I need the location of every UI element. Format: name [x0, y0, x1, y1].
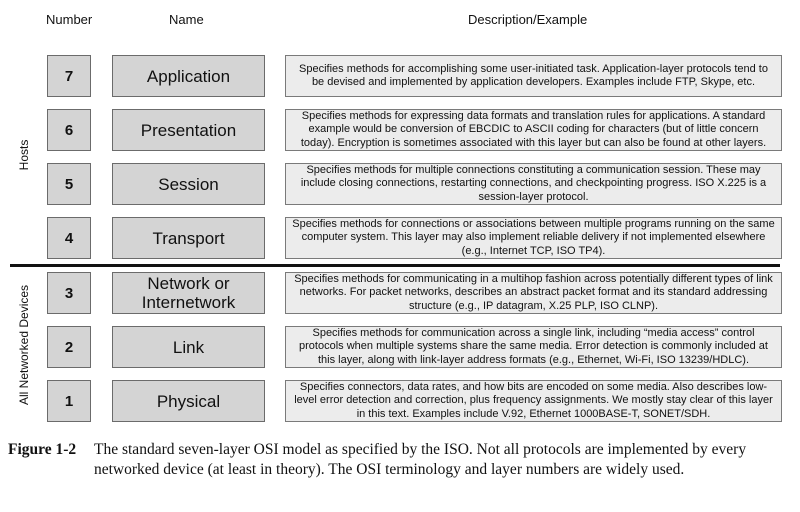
all-networked-devices-group-label: All Networked Devices — [17, 284, 31, 405]
layer-row-3 — [0, 272, 800, 316]
layer-name: Network or Internetwork — [112, 272, 265, 314]
layer-row-1 — [0, 380, 800, 424]
layer-row-6 — [0, 109, 800, 153]
layer-name: Session — [112, 163, 265, 205]
layer-row-5 — [0, 163, 800, 207]
figure-label: Figure 1-2 — [8, 441, 77, 458]
layer-description: Specifies methods for expressing data formats and translation rules for applications. A standard example would be conversion of EBCDIC to ASCII coding for characters (but of little concern today). Encryption is sometimes associated with this layer but can also be found at other layers. — [285, 109, 782, 151]
figure-caption-text: The standard seven-layer OSI model as specified by the ISO. Not all protocols are implemented by every networked device (at least in theory). The OSI terminology and layer numbers are widely used. — [94, 441, 747, 478]
layer-number: 6 — [47, 109, 91, 151]
layer-row-4 — [0, 217, 800, 261]
number-column-header: Number — [46, 12, 93, 27]
layer-number: 3 — [47, 272, 91, 314]
layer-description: Specifies methods for connections or associations between multiple programs running on the same computer system. This layer may also implement reliable delivery if not implemented elsewhere (e.g., Internet TCP, ISO TP4). — [285, 217, 782, 259]
layer-description: Specifies methods for communication across a single link, including “media access” control protocols when multiple systems share the same media. Error detection is commonly included at this layer, along with link-layer address formats (e.g., Ethernet, Wi-Fi, ISO 13239/HDLC). — [285, 326, 782, 368]
layer-number: 2 — [47, 326, 91, 368]
layer-name: Link — [112, 326, 265, 368]
layer-description: Specifies methods for communicating in a multihop fashion across potentially different types of link networks. For packet networks, describes an abstract packet format and its standard addressing structure (e.g., IP datagram, X.25 PLP, ISO CLNP). — [285, 272, 782, 314]
layer-number: 7 — [47, 55, 91, 97]
layer-name: Transport — [112, 217, 265, 259]
layer-description: Specifies methods for accomplishing some user-initiated task. Application-layer protocols tend to be devised and implemented by application developers. Examples include FTP, Skype, etc. — [285, 55, 782, 97]
layer-description: Specifies methods for multiple connections constituting a communication session. These may include closing connections, restarting connections, and checkpointing progress. ISO X.225 is a session-layer protocol. — [285, 163, 782, 205]
layer-row-7 — [0, 55, 800, 99]
layer-row-2 — [0, 326, 800, 370]
description-column-header: Description/Example — [468, 12, 588, 27]
layer-name: Application — [112, 55, 265, 97]
layer-name: Physical — [112, 380, 265, 422]
hosts-group-label: Hosts — [17, 139, 31, 171]
layer-number: 1 — [47, 380, 91, 422]
name-column-header: Name — [169, 12, 204, 27]
layer-description: Specifies connectors, data rates, and how bits are encoded on some media. Also describes low-level error detection and correction, plus frequency assignments. We mostly stay clear of this layer in this text. Examples include V.92, Ethernet 1000BASE-T, SONET/SDH. — [285, 380, 782, 422]
layer-name: Presentation — [112, 109, 265, 151]
hosts-devices-divider — [10, 264, 780, 267]
layer-number: 4 — [47, 217, 91, 259]
layer-number: 5 — [47, 163, 91, 205]
